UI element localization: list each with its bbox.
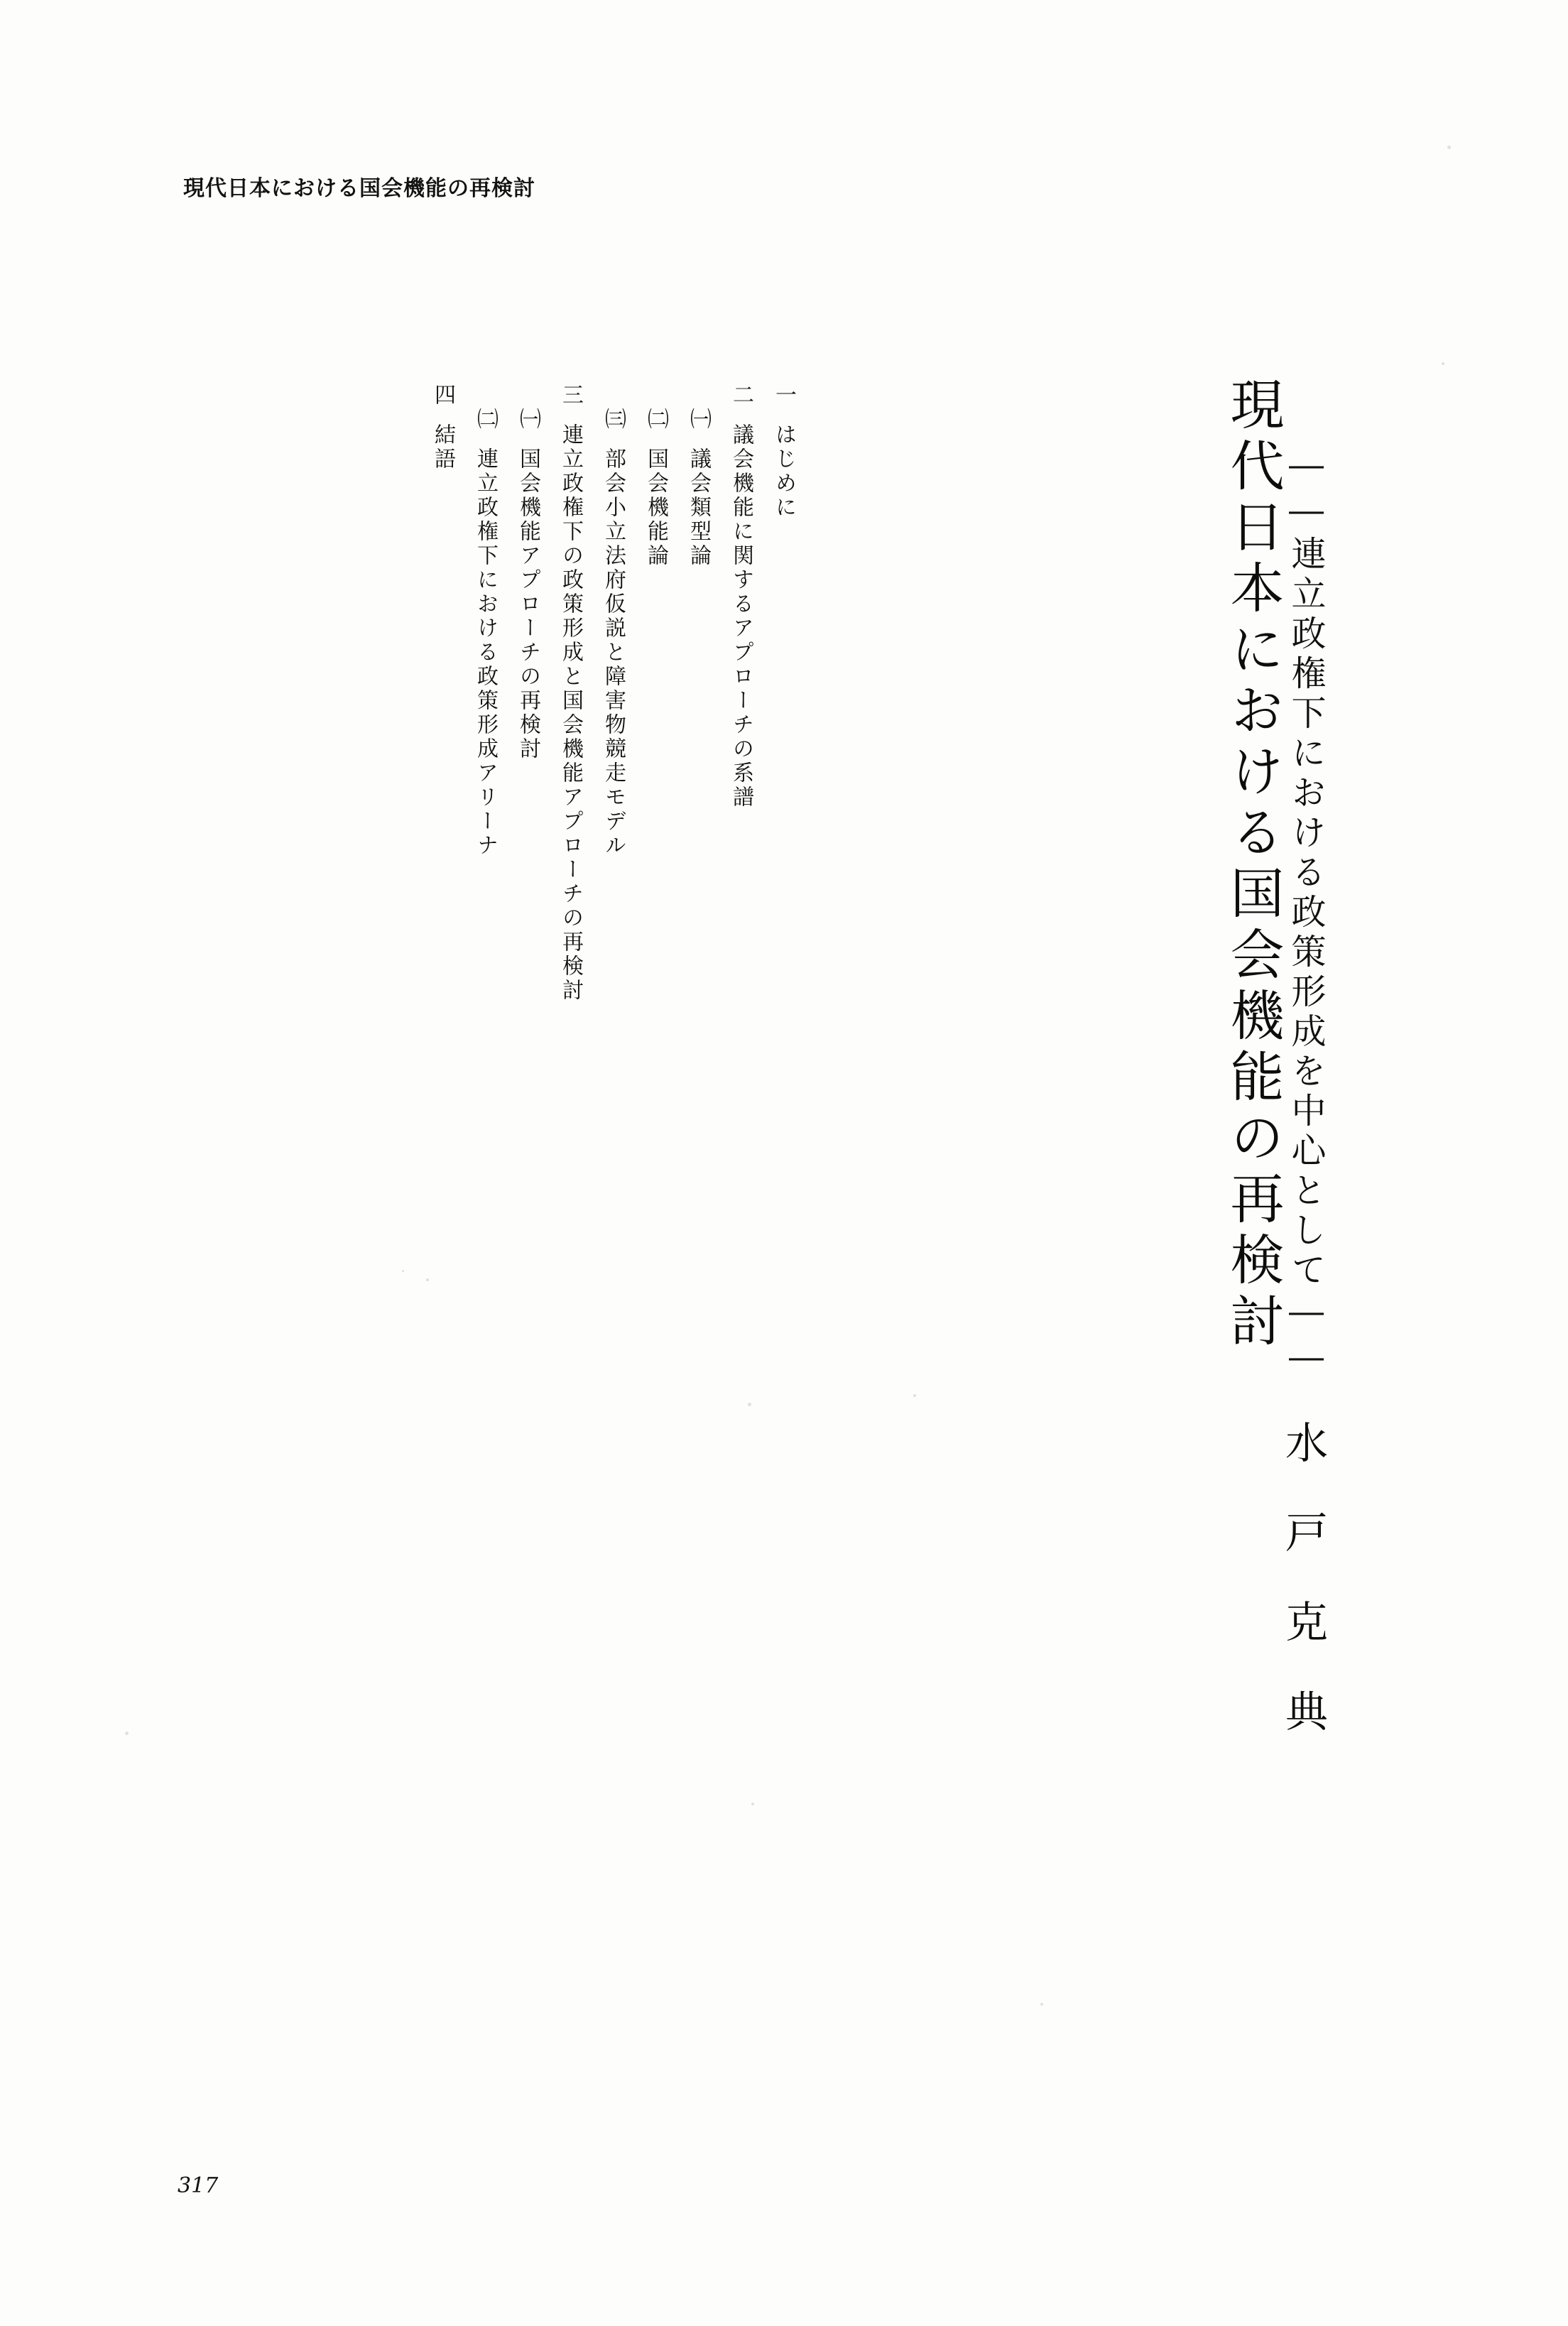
toc-item-marker: ㈠: [516, 408, 540, 432]
toc-item: [687, 384, 709, 568]
page-number: 317: [178, 2173, 219, 2198]
toc-item-label: 国会機能アプローチの再検討: [516, 447, 540, 761]
toc-item-label: 連立政権下における政策形成アリーナ: [473, 447, 498, 858]
toc-item: [474, 384, 496, 858]
toc-item: [517, 384, 538, 761]
toc-item-marker: 三: [558, 384, 583, 408]
toc-item-marker: ㈡: [473, 408, 498, 432]
toc-item-marker: 四: [430, 384, 455, 408]
toc-item-label: 議会類型論: [686, 447, 711, 568]
toc-item-marker: 一: [771, 384, 796, 408]
scan-speck: [913, 1394, 916, 1397]
scan-speck: [125, 1732, 129, 1735]
toc-item-marker: ㈢: [601, 408, 626, 432]
scan-speck: [751, 1803, 754, 1805]
running-head: 現代日本における国会機能の再検討: [183, 176, 535, 201]
scan-speck: [1447, 146, 1451, 149]
toc-item-label: 議会機能に関するアプローチの系譜: [729, 423, 753, 810]
page-subtitle: ――連立政権下における政策形成を中心として――: [1286, 445, 1327, 1382]
toc-item-label: はじめに: [771, 423, 796, 520]
scan-speck: [1442, 362, 1444, 365]
table-of-contents: [410, 384, 794, 1003]
toc-item: [560, 384, 581, 1003]
toc-item-label: 国会機能論: [643, 447, 668, 568]
title-block: [1221, 376, 1355, 1584]
page-title: 現代日本における国会機能の再検討: [1221, 376, 1285, 1354]
toc-item-label: 部会小立法府仮説と障害物競走モデル: [601, 447, 626, 858]
author-name: 水戸克典: [1278, 1420, 1328, 1778]
toc-item: [645, 384, 666, 568]
toc-item-label: 結語: [430, 423, 455, 472]
toc-item: [730, 384, 751, 810]
toc-item-marker: 二: [729, 384, 753, 408]
toc-item-marker: ㈠: [686, 408, 711, 432]
toc-item-label: 連立政権下の政策形成と国会機能アプローチの再検討: [558, 423, 583, 1003]
scan-speck: [402, 1270, 404, 1272]
toc-item: [602, 384, 624, 858]
toc-item: [432, 384, 453, 472]
scan-speck: [426, 1278, 429, 1281]
scan-speck: [748, 1403, 751, 1406]
toc-item: [773, 384, 794, 520]
toc-item-marker: ㈡: [643, 408, 668, 432]
scan-speck: [1040, 2003, 1043, 2006]
